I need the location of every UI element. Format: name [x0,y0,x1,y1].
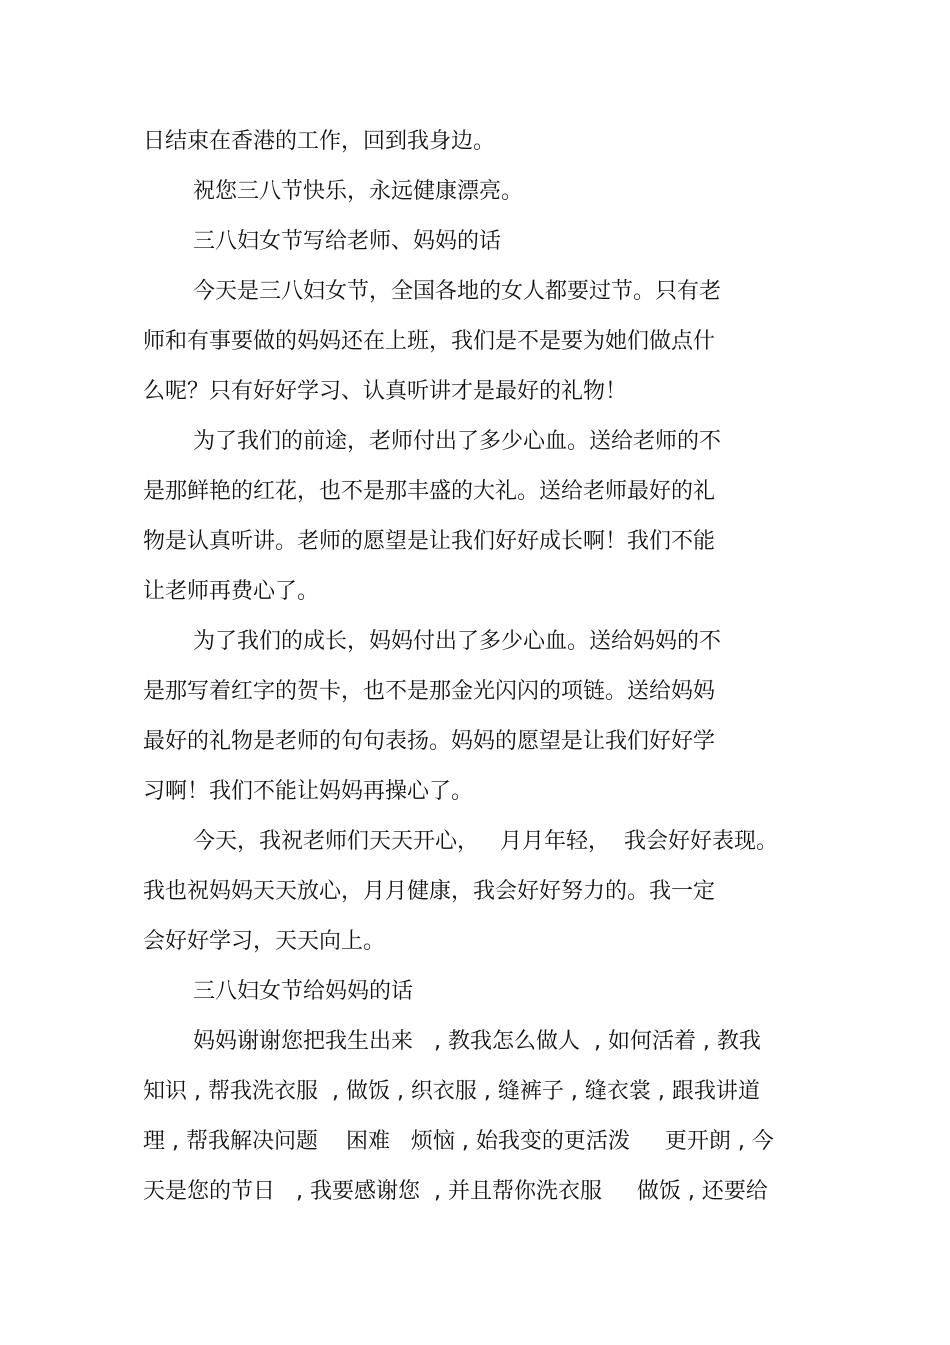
text-line: 为了我们的成长，妈妈付出了多少心血。送给妈妈的不 [193,629,722,654]
text-line: 是那写着红字的贺卡，也不是那金光闪闪的项链。送给妈妈 [143,679,716,704]
text-line: 让老师再费心了。 [143,579,320,604]
section-heading: 三八妇女节给妈妈的话 [193,979,414,1004]
section-heading: 三八妇女节写给老师、妈妈的话 [193,229,502,254]
text-line: 师和有事要做的妈妈还在上班，我们是不是要为她们做点什 [143,329,716,354]
text-line: 知识 , 帮我洗衣服 , 做饭 , 织衣服 , 缝裤子 , 缝衣裳 , 跟我讲道 [143,1079,760,1104]
text-line: 习啊！我们不能让妈妈再操心了。 [143,779,474,804]
text-line: 妈妈谢谢您把我生出来 , 教我怎么做人 , 如何活着 , 教我 [193,1029,761,1054]
text-line: 理 , 帮我解决问题 困难 烦恼 , 始我变的更活泼 更开朗 , 今 [143,1129,774,1154]
text-line: 是那鲜艳的红花，也不是那丰盛的大礼。送给老师最好的礼 [143,479,716,504]
text-line: 物是认真听讲。老师的愿望是让我们好好成长啊！我们不能 [143,529,716,554]
text-line: 会好好学习，天天向上。 [143,929,386,954]
text-line: 日结束在香港的工作，回到我身边。 [143,129,496,154]
text-line: 今天，我祝老师们天天开心， 月月年轻， 我会好好表现。 [193,829,778,854]
text-line: 为了我们的前途，老师付出了多少心血。送给老师的不 [193,429,722,454]
text-line: 最好的礼物是老师的句句表扬。妈妈的愿望是让我们好好学 [143,729,716,754]
text-line: 么呢？只有好好学习、认真听讲才是最好的礼物！ [143,379,628,404]
text-line: 天是您的节日 , 我要感谢您 , 并且帮你洗衣服 做饭 , 还要给 [143,1179,768,1204]
text-line: 祝您三八节快乐，永远健康漂亮。 [193,179,524,204]
text-line: 我也祝妈妈天天放心，月月健康，我会好好努力的。我一定 [143,879,716,904]
text-line: 今天是三八妇女节，全国各地的女人都要过节。只有老 [193,279,722,304]
